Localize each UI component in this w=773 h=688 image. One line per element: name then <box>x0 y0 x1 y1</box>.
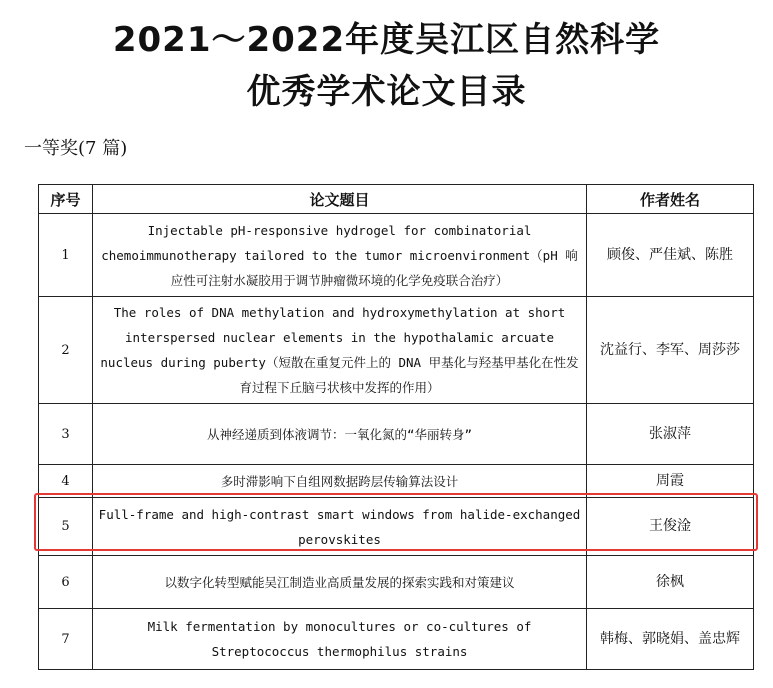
paper-title: 多时滞影响下自组网数据跨层传输算法设计 <box>93 465 587 498</box>
paper-title: Injectable pH-responsive hydrogel for combinatorial chemoimmunotherapy tailored to the tumor microenvironment（pH 响应性可注射水凝胶用于调节肿瘤微环境的化学免疫联合治疗） <box>93 214 587 297</box>
table-row <box>39 404 754 465</box>
paper-authors: 徐枫 <box>587 556 754 609</box>
row-number: 1 <box>39 214 93 297</box>
table-header-row <box>39 185 754 214</box>
paper-authors: 韩梅、郭晓娟、盖忠辉 <box>587 609 754 670</box>
paper-title: Full-frame and high-contrast smart windows from halide-exchanged perovskites <box>93 498 587 556</box>
row-number: 6 <box>39 556 93 609</box>
table-row <box>39 498 754 556</box>
paper-table <box>38 184 754 670</box>
row-number: 2 <box>39 297 93 404</box>
row-number: 7 <box>39 609 93 670</box>
table-row <box>39 214 754 297</box>
row-number: 5 <box>39 498 93 556</box>
paper-title: 从神经递质到体液调节：一氧化氮的“华丽转身” <box>93 404 587 465</box>
table-row <box>39 297 754 404</box>
paper-title: 以数字化转型赋能吴江制造业高质量发展的探索实践和对策建议 <box>93 556 587 609</box>
row-number: 3 <box>39 404 93 465</box>
table-row <box>39 609 754 670</box>
award-level-heading: 一等奖(7 篇) <box>24 138 128 159</box>
row-number: 4 <box>39 465 93 498</box>
document-title-line2: 优秀学术论文目录 <box>246 72 527 112</box>
paper-authors: 周霞 <box>587 465 754 498</box>
paper-title: The roles of DNA methylation and hydroxymethylation at short interspersed nuclear elements in the hypothalamic arcuate nucleus during puberty（短散在重复元件上的 DNA 甲基化与羟基甲基化在性发育过程下丘脑弓状核中发挥的作用） <box>93 297 587 404</box>
header-authors: 作者姓名 <box>587 185 754 214</box>
header-number: 序号 <box>39 185 93 214</box>
document-title-line1: 2021～2022年度吴江区自然科学 <box>112 20 661 60</box>
paper-authors: 王俊淦 <box>587 498 754 556</box>
paper-title: Milk fermentation by monocultures or co-cultures of Streptococcus thermophilus strains <box>93 609 587 670</box>
table-row <box>39 556 754 609</box>
paper-authors: 沈益行、李军、周莎莎 <box>587 297 754 404</box>
table-row <box>39 465 754 498</box>
paper-authors: 顾俊、严佳斌、陈胜 <box>587 214 754 297</box>
header-title: 论文题目 <box>93 185 587 214</box>
paper-authors: 张淑萍 <box>587 404 754 465</box>
